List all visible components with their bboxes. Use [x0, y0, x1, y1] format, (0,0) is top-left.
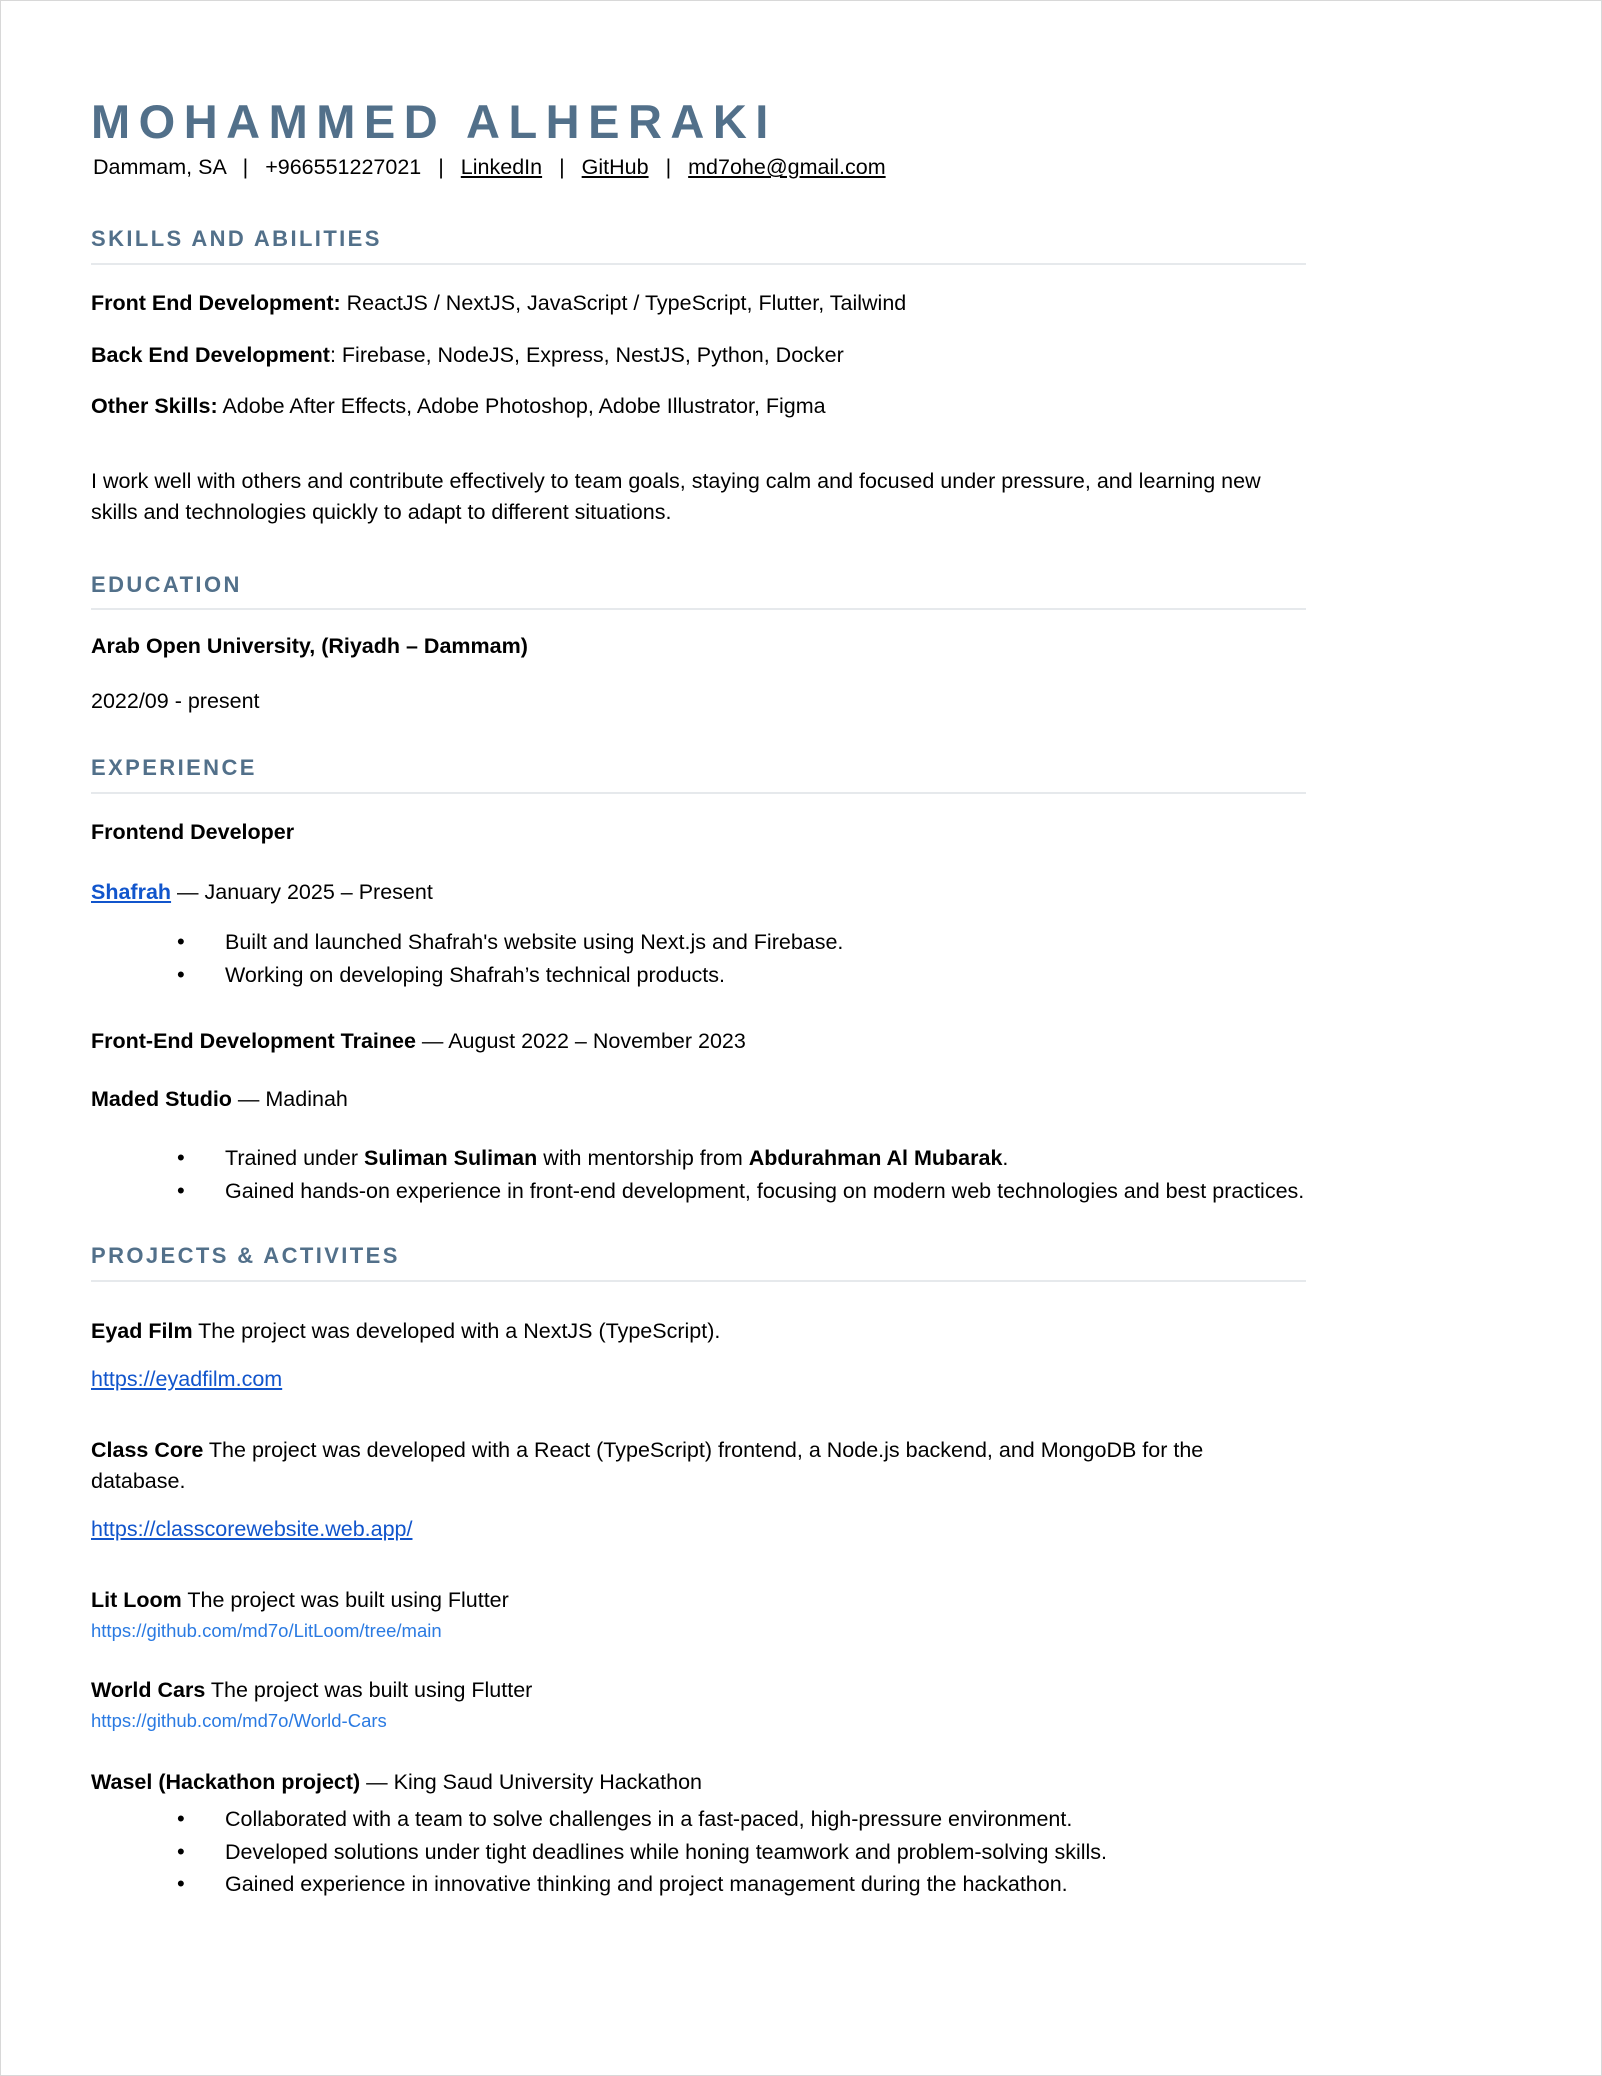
skill-value: : Firebase, NodeJS, Express, NestJS, Python, Docker: [329, 342, 844, 367]
skill-label: Front End Development:: [91, 290, 341, 315]
section-heading-projects: PROJECTS & ACTIVITES: [91, 1243, 400, 1269]
project-line-1: [91, 1316, 1276, 1347]
shafrah-link[interactable]: Shafrah: [91, 879, 172, 904]
list-item: • Gained hands-on experience in front-end development, focusing on modern web technologies and best practices.: [177, 1175, 1401, 1208]
bullet-text: Trained under: [225, 1145, 365, 1170]
contact-location: Dammam, SA: [93, 155, 226, 180]
summary-paragraph: I work well with others and contribute effectively to team goals, staying calm and focused under pressure, and learning new skills and technologies quickly to adapt to different situations.: [91, 468, 1261, 524]
hackathon-line: [91, 1766, 1401, 1799]
linkedin-link[interactable]: LinkedIn: [460, 155, 543, 180]
project-description: The project was developed with a React (TypeScript) frontend, a Node.js backend, and MongoDB for the database.: [91, 1437, 1204, 1493]
project-description: The project was built using Flutter: [205, 1677, 533, 1702]
project-url[interactable]: https://github.com/md7o/World-Cars: [91, 1709, 387, 1731]
job-company-line-2: [91, 1083, 1401, 1116]
job-location-2: — Madinah: [231, 1087, 348, 1112]
section-heading-skills: SKILLS AND ABILITIES: [91, 226, 382, 252]
list-item: • Developed solutions under tight deadlines while honing teamwork and problem-solving skills.: [177, 1836, 1401, 1869]
skill-row-frontend: [91, 287, 1401, 320]
list-item: [177, 1142, 1401, 1175]
project-name: Eyad Film: [91, 1318, 193, 1343]
section-divider: [91, 792, 1306, 794]
job-title-2: Front-End Development Trainee: [91, 1028, 416, 1053]
section-skills: [91, 226, 1401, 527]
project-url-row: [91, 1363, 1401, 1395]
list-item: • Working on developing Shafrah’s technical products.: [177, 959, 1401, 992]
list-item: • Built and launched Shafrah's website using Next.js and Firebase.: [177, 926, 1401, 959]
project-name: Class Core: [91, 1437, 204, 1462]
job-company-2: Maded Studio: [91, 1087, 232, 1112]
list-item: • Collaborated with a team to solve challenges in a fast-paced, high-pressure environment.: [177, 1803, 1401, 1836]
email-link[interactable]: md7ohe@gmail.com: [688, 155, 886, 180]
job-bullets-2: [91, 1142, 1401, 1207]
section-heading-education: EDUCATION: [91, 571, 242, 597]
mentor-name-1: Suliman Suliman: [364, 1145, 538, 1170]
contact-separator: |: [559, 155, 565, 180]
skill-label: Back End Development: [91, 342, 330, 367]
section-heading-experience: EXPERIENCE: [91, 755, 257, 781]
job-bullets-1: [91, 926, 1401, 991]
resume-content: [91, 97, 1401, 1901]
project-line-2: [91, 1435, 1276, 1497]
project-line-4: [91, 1675, 1276, 1706]
project-url[interactable]: https://classcorewebsite.web.app/: [91, 1516, 413, 1541]
project-description: The project was built using Flutter: [181, 1588, 509, 1612]
contact-separator: |: [242, 155, 249, 180]
job-company-line-1: [91, 876, 1401, 909]
hackathon-bullets: [91, 1803, 1401, 1901]
job-dates-1: — January 2025 – Present: [171, 879, 433, 904]
bullet-text: .: [1002, 1145, 1009, 1170]
job-dates-2: — August 2022 – November 2023: [415, 1028, 746, 1053]
project-line-3: [91, 1585, 1276, 1616]
contact-separator: |: [665, 155, 672, 180]
contact-phone: +966551227021: [265, 155, 422, 180]
section-divider: [91, 1280, 1306, 1282]
job-title-line-2: [91, 1025, 1401, 1058]
project-name: World Cars: [91, 1677, 206, 1702]
skill-row-other: [91, 390, 1401, 423]
project-url[interactable]: https://github.com/md7o/LitLoom/tree/main: [91, 1619, 442, 1641]
bullet-text: with mentorship from: [537, 1145, 749, 1170]
project-name: Lit Loom: [91, 1588, 182, 1612]
section-divider: [91, 608, 1306, 610]
project-url-row: [91, 1513, 1401, 1545]
project-url-row: [91, 1707, 1401, 1735]
github-link[interactable]: GitHub: [581, 155, 649, 180]
project-url[interactable]: https://eyadfilm.com: [91, 1366, 283, 1391]
page-title: MOHAMMED ALHERAKI: [91, 95, 777, 148]
mentor-name-2: Abdurahman Al Mubarak: [748, 1145, 1003, 1170]
section-education: [91, 572, 1401, 718]
hackathon-event: — King Saud University Hackathon: [360, 1770, 702, 1795]
project-description: The project was developed with a NextJS (TypeScript).: [192, 1318, 721, 1343]
project-url-row: [91, 1617, 1401, 1645]
contact-line: [93, 152, 1401, 182]
job-title-1: Frontend Developer: [91, 819, 295, 844]
education-institution: Arab Open University, (Riyadh – Dammam): [91, 634, 528, 659]
contact-separator: |: [438, 155, 444, 180]
list-item: • Gained experience in innovative thinking and project management during the hackathon.: [177, 1868, 1401, 1901]
section-experience: [91, 755, 1401, 1207]
education-dates: 2022/09 - present: [91, 688, 260, 713]
spacer: [91, 423, 1401, 466]
section-divider: [91, 263, 1306, 265]
skill-value: ReactJS / NextJS, JavaScript / TypeScript, Flutter, Tailwind: [340, 290, 907, 315]
skill-value: Adobe After Effects, Adobe Photoshop, Adobe Illustrator, Figma: [217, 394, 826, 419]
skill-label: Other Skills:: [91, 394, 218, 419]
hackathon-name: Wasel (Hackathon project): [91, 1770, 361, 1795]
skill-row-backend: [91, 339, 1401, 372]
section-projects: [91, 1243, 1401, 1901]
